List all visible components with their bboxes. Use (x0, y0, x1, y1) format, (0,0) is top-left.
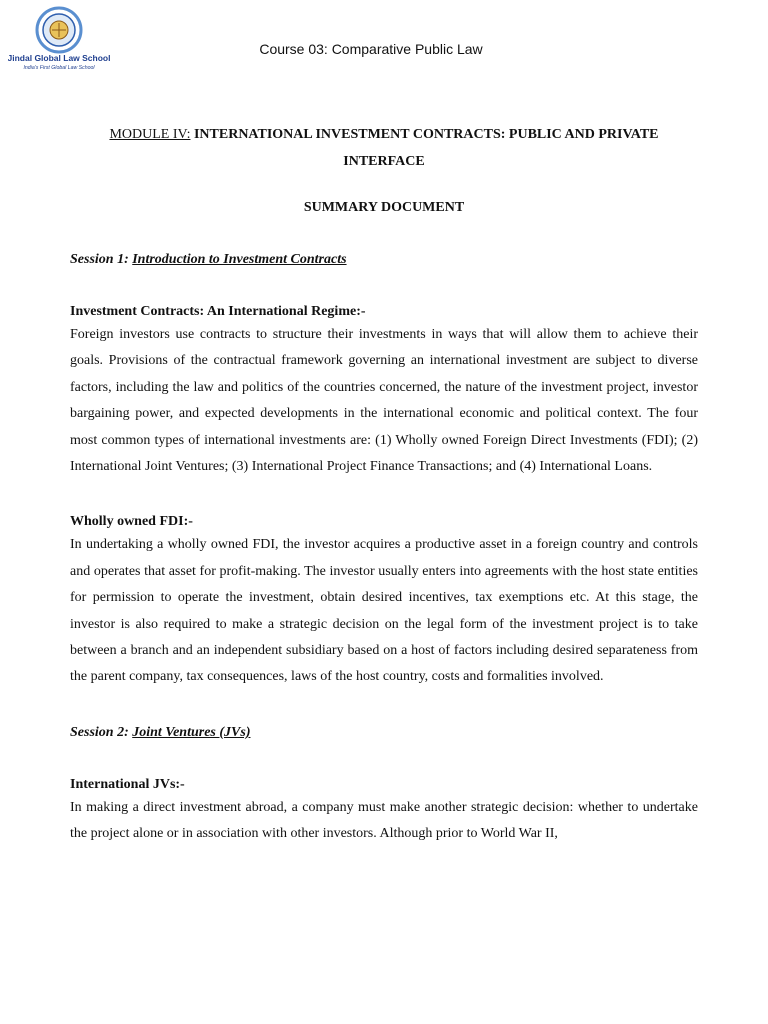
session-1-label: Session 1: (70, 252, 129, 267)
document-body (70, 121, 698, 848)
section-2-body: In undertaking a wholly owned FDI, the investor acquires a productive asset in a foreign country and controls and operates that asset for profit-making. The investor usually enters into agreements with the host state entities for permission to operate the investment, obtain desired incentives, tax exemptions etc. At this stage, the investor is also required to make a strategic decision on the legal form of the investment project is to take between a branch and an independent subsidiary based on a host of factors including desired separateness from the parent company, tax consequences, laws of the host country, costs and formalities involved. (70, 537, 698, 685)
module-title (70, 121, 698, 175)
module-label: MODULE IV: (109, 127, 191, 142)
jindal-logo-icon (8, 6, 110, 74)
logo-name: Jindal Global Law School (8, 53, 110, 63)
section-3-body: In making a direct investment abroad, a company must make another strategic decision: whether to undertake the project alone or in association with other investors. Although prior to World War II, (70, 799, 698, 842)
session-2-label: Session 2: (70, 724, 129, 740)
session-1-title: Introduction to Investment Contracts (132, 252, 347, 267)
section-2-heading: Wholly owned FDI:- (70, 514, 193, 530)
course-title: Course 03: Comparative Public Law (259, 41, 483, 57)
session-2-heading (70, 723, 698, 743)
section-1-heading: Investment Contracts: An International Regime:- (70, 304, 366, 319)
page-header (0, 0, 768, 80)
module-title-text: INTERNATIONAL INVESTMENT CONTRACTS: PUBLIC AND PRIVATE INTERFACE (193, 127, 659, 169)
session-2-title: Joint Ventures (JVs) (132, 724, 251, 740)
section-3-heading: International JVs:- (70, 776, 185, 792)
summary-title: SUMMARY DOCUMENT (303, 200, 465, 215)
logo-tagline: India's First Global Law School (23, 65, 95, 71)
section-1-body: Foreign investors use contracts to structure their investments in ways that will allow them to achieve their goals. Provisions of the contractual framework governing an international investment are subject to diverse factors, including the law and politics of the countries concerned, the nature of the investment project, investor bargaining power, and expected developments in the international economic and political context. The four most common types of international investments are: (1) Wholly owned Foreign Direct Investments (FDI); (2) International Joint Ventures; (3) International Project Finance Transactions; and (4) International Loans. (70, 327, 698, 475)
session-1-heading (70, 250, 698, 270)
